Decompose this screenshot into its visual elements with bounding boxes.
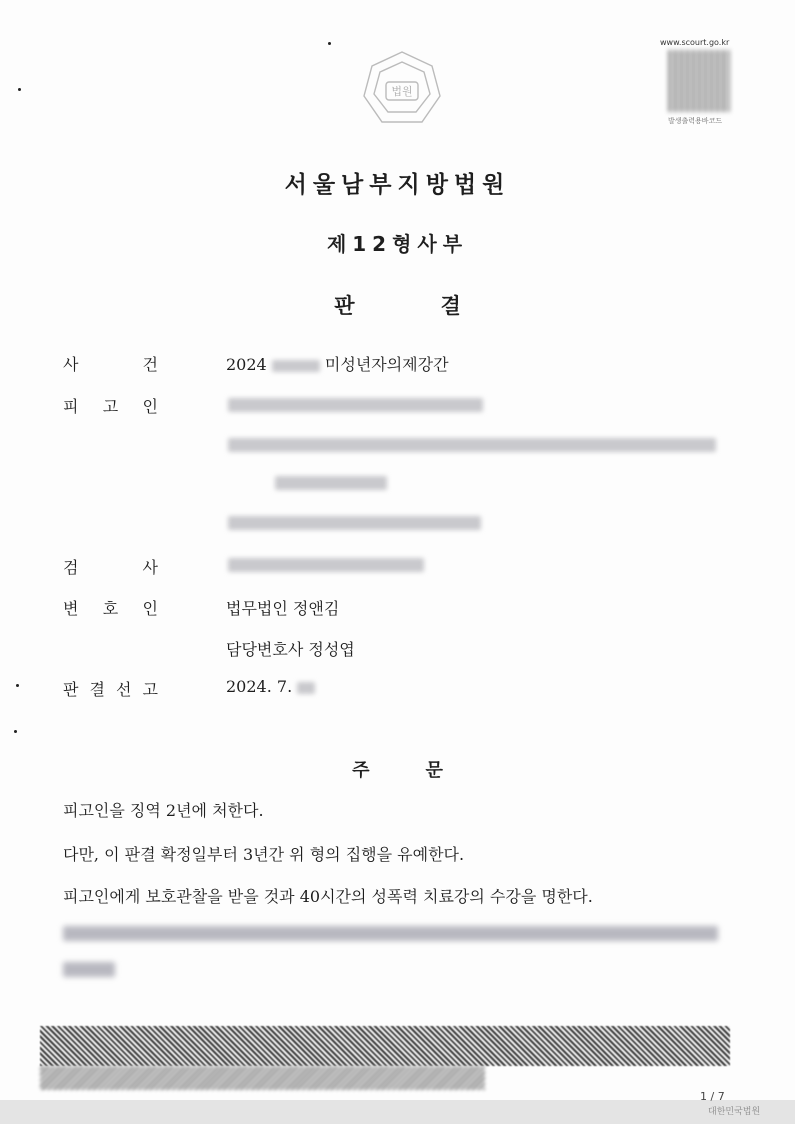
counsel-firm: 법무법인 정앤김: [226, 599, 340, 618]
field-label-char: 인: [142, 599, 158, 618]
field-label-char: 고: [102, 397, 119, 416]
qr-code-icon: [668, 50, 730, 112]
field-label-counsel: [63, 596, 158, 619]
scan-speck: [16, 684, 19, 687]
footer-logo: 대한민국법원: [708, 1107, 761, 1117]
field-label-char: 선: [116, 680, 132, 699]
scan-speck: [328, 42, 331, 45]
case-number: [226, 352, 449, 375]
order-heading: 주문: [352, 760, 499, 781]
order-line-1: 피고인을 징역 2년에 처한다.: [63, 801, 264, 820]
field-label-char: 건: [142, 355, 158, 374]
redacted-order-line-4: [63, 926, 718, 941]
case-year: 2024: [226, 355, 267, 374]
court-name: 서울남부지방법원: [284, 172, 511, 198]
order-line-2: 다만, 이 판결 확정일부터 3년간 위 형의 집행을 유예한다.: [63, 845, 465, 864]
field-label-char: 호: [102, 599, 119, 618]
emblem-text: 법원: [391, 85, 413, 98]
redacted-block: [272, 360, 320, 372]
field-label-prosecutor: [63, 555, 158, 578]
redacted-defendant-job: [228, 438, 716, 452]
sentencing-date-text: 2024. 7.: [226, 677, 293, 696]
field-label-char: 사: [142, 558, 158, 577]
field-label-char: 피: [63, 397, 79, 416]
field-label-char: 고: [142, 680, 158, 699]
redacted-defendant-address: [275, 476, 387, 490]
field-label-char: 검: [63, 558, 79, 577]
scan-speck: [14, 730, 17, 733]
field-label-case: [63, 352, 158, 375]
security-barcode-band-lower: [40, 1066, 485, 1090]
field-label-char: 변: [63, 599, 79, 618]
field-label-char: 결: [89, 680, 105, 699]
redacted-defendant-domicile: [228, 516, 481, 530]
division-name: 제12형사부: [326, 232, 469, 256]
qr-caption: 발생출력용바코드: [668, 117, 723, 125]
page-footer: [0, 1100, 795, 1124]
page-number: 1 / 7: [700, 1090, 725, 1103]
order-line-3: 피고인에게 보호관찰을 받을 것과 40시간의 성폭력 치료강의 수강을 명한다.: [63, 887, 593, 906]
field-label-sentencing: [63, 677, 158, 700]
document-title: 판결: [334, 294, 547, 318]
field-label-char: 판: [63, 680, 79, 699]
field-label-char: 사: [63, 355, 79, 374]
qr-url: www.scourt.go.kr: [660, 38, 730, 47]
counsel-attorney: 담당변호사 정성엽: [226, 640, 355, 659]
redacted-order-line-5: [63, 962, 115, 977]
redacted-block: [297, 682, 315, 694]
redacted-prosecutor: [228, 558, 424, 572]
field-label-defendant: [63, 394, 158, 417]
redacted-defendant-id: [228, 398, 483, 412]
field-label-char: 인: [142, 397, 158, 416]
security-barcode-band: [40, 1026, 730, 1066]
court-emblem-icon: [360, 48, 444, 132]
scan-speck: [18, 88, 21, 91]
sentencing-date: [226, 677, 315, 696]
case-name: 미성년자의제강간: [324, 355, 449, 374]
